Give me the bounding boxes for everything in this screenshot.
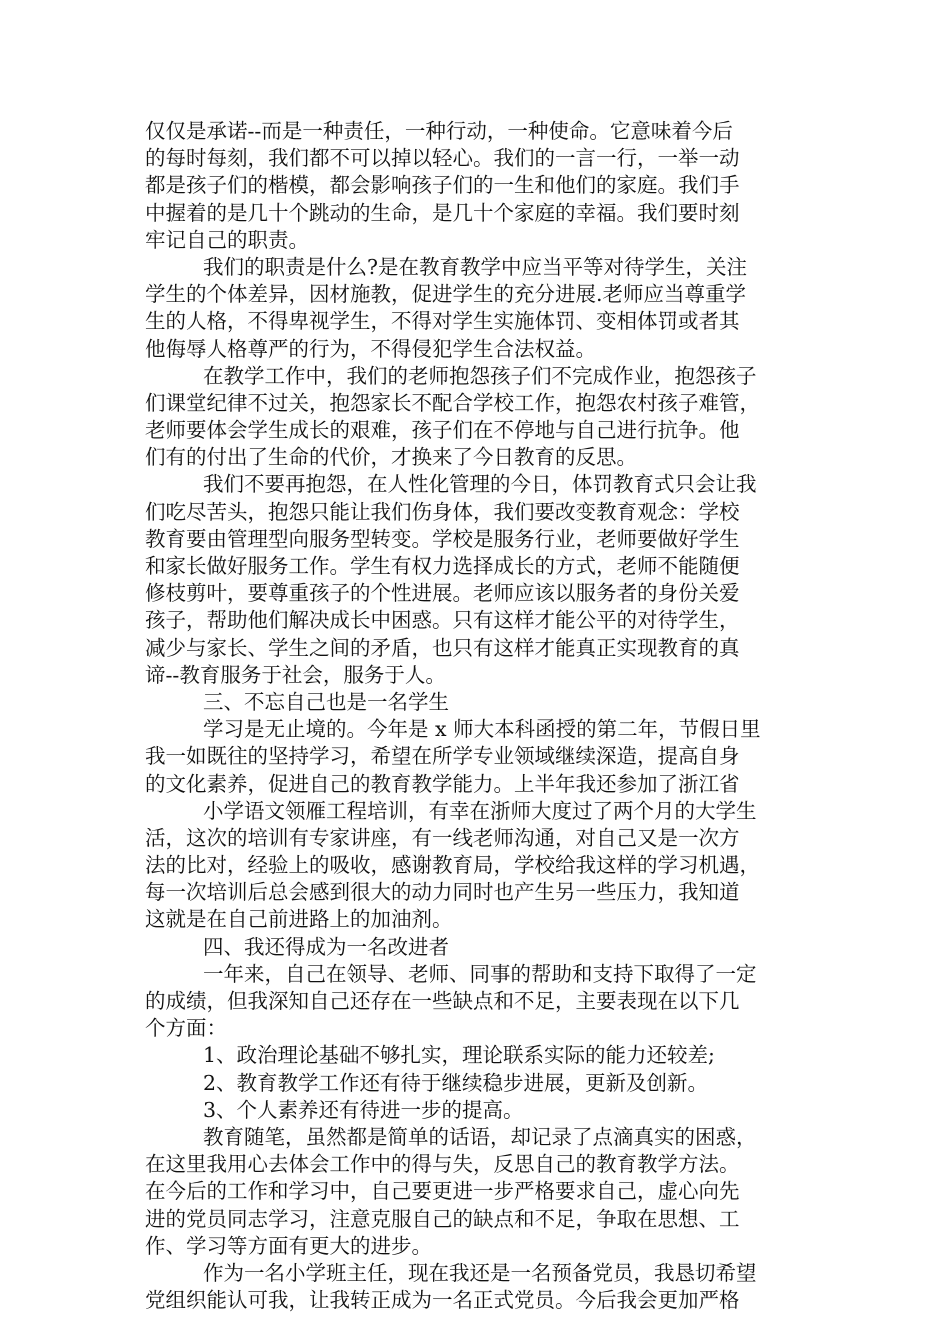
text-line: 三、不忘自己也是一名学生 bbox=[203, 689, 449, 714]
text-line: 每一次培训后总会感到很大的动力同时也产生另一些压力，我知道 bbox=[145, 880, 740, 905]
text-line: 个方面： bbox=[145, 1016, 227, 1041]
text-line: 在这里我用心去体会工作中的得与失，反思自己的教育教学方法。 bbox=[145, 1152, 740, 1177]
text-line: 减少与家长、学生之间的矛盾，也只有这样才能真正实现教育的真 bbox=[145, 635, 740, 660]
text-line: 孩子，帮助他们解决成长中困惑。只有这样才能公平的对待学生， bbox=[145, 608, 740, 633]
text-line: 活，这次的培训有专家讲座，有一线老师沟通，对自己又是一次方 bbox=[145, 825, 740, 850]
text-line: 教育要由管理型向服务型转变。学校是服务行业，老师要做好学生 bbox=[145, 526, 740, 551]
text-line: 在教学工作中，我们的老师抱怨孩子们不完成作业，抱怨孩子 bbox=[203, 363, 757, 388]
text-line: 修枝剪叶，要尊重孩子的个性进展。老师应该以服务者的身份关爱 bbox=[145, 581, 740, 606]
text-line: 在今后的工作和学习中，自己要更进一步严格要求自己，虚心向先 bbox=[145, 1179, 740, 1204]
text-line: 仅仅是承诺--而是一种责任，一种行动，一种使命。它意味着今后 bbox=[145, 119, 733, 143]
text-line: 我们的职责是什么?是在教育教学中应当平等对待学生，关注 bbox=[203, 254, 747, 279]
text-line: 作、学习等方面有更大的进步。 bbox=[145, 1233, 432, 1258]
text-line: 我们不要再抱怨，在人性化管理的今日，体罚教育式只会让我 bbox=[203, 472, 757, 497]
text-line: 一年来，自己在领导、老师、同事的帮助和支持下取得了一定 bbox=[203, 961, 757, 986]
text-line: 学生的个体差异，因材施教，促进学生的充分进展.老师应当尊重学 bbox=[145, 282, 747, 307]
text-line: 他侮辱人格尊严的行为，不得侵犯学生合法权益。 bbox=[145, 336, 596, 361]
text-line: 的每时每刻，我们都不可以掉以轻心。我们的一言一行，一举一动 bbox=[145, 146, 740, 171]
text-line: 中握着的是几十个跳动的生命，是几十个家庭的幸福。我们要时刻 bbox=[145, 200, 740, 225]
text-line: 这就是在自己前进路上的加油剂。 bbox=[145, 907, 453, 932]
text-line: 小学语文领雁工程培训，有幸在浙师大度过了两个月的大学生 bbox=[203, 798, 757, 823]
text-line: 我一如既往的坚持学习，希望在所学专业领域继续深造，提高自身 bbox=[145, 744, 740, 769]
text-line: 法的比对，经验上的吸收，感谢教育局，学校给我这样的学习机遇， bbox=[145, 853, 760, 878]
text-line: 老师要体会学生成长的艰难，孩子们在不停地与自己进行抗争。他 bbox=[145, 418, 740, 443]
text-line: 都是孩子们的楷模，都会影响孩子们的一生和他们的家庭。我们手 bbox=[145, 173, 740, 198]
text-line: 3、个人素养还有待进一步的提高。 bbox=[203, 1097, 524, 1122]
document-body bbox=[145, 118, 817, 1314]
text-line: 的文化素养，促进自己的教育教学能力。上半年我还参加了浙江省 bbox=[145, 771, 740, 796]
text-line: 作为一名小学班主任，现在我还是一名预备党员，我恳切希望 bbox=[203, 1260, 757, 1285]
text-line: 牢记自己的职责。 bbox=[145, 227, 309, 252]
text-line: 谛--教育服务于社会，服务于人。 bbox=[145, 662, 446, 687]
text-line: 教育随笔，虽然都是简单的话语，却记录了点滴真实的困惑， bbox=[203, 1124, 757, 1149]
text-line: 学习是无止境的。今年是 x 师大本科函授的第二年，节假日里 bbox=[203, 717, 761, 742]
text-line: 和家长做好服务工作。学生有权力选择成长的方式，老师不能随便 bbox=[145, 554, 740, 578]
text-line: 们有的付出了生命的代价，才换来了今日教育的反思。 bbox=[145, 445, 637, 470]
text-line: 生的人格，不得卑视学生，不得对学生实施体罚、变相体罚或者其 bbox=[145, 309, 740, 334]
text-line: 们课堂纪律不过关，抱怨家长不配合学校工作，抱怨农村孩子难管， bbox=[145, 390, 760, 415]
text-line: 1、政治理论基础不够扎实，理论联系实际的能力还较差; bbox=[203, 1043, 715, 1068]
text-line: 们吃尽苦头，抱怨只能让我们伤身体，我们要改变教育观念：学校 bbox=[145, 499, 740, 524]
text-line: 的成绩，但我深知自己还存在一些缺点和不足，主要表现在以下几 bbox=[145, 989, 740, 1013]
text-line: 2、教育教学工作还有待于继续稳步进展，更新及创新。 bbox=[203, 1070, 709, 1095]
text-line: 党组织能认可我，让我转正成为一名正式党员。今后我会更加严格 bbox=[145, 1288, 740, 1313]
text-line: 进的党员同志学习，注意克服自己的缺点和不足，争取在思想、工 bbox=[145, 1206, 740, 1231]
text-line: 四、我还得成为一名改进者 bbox=[203, 934, 449, 959]
